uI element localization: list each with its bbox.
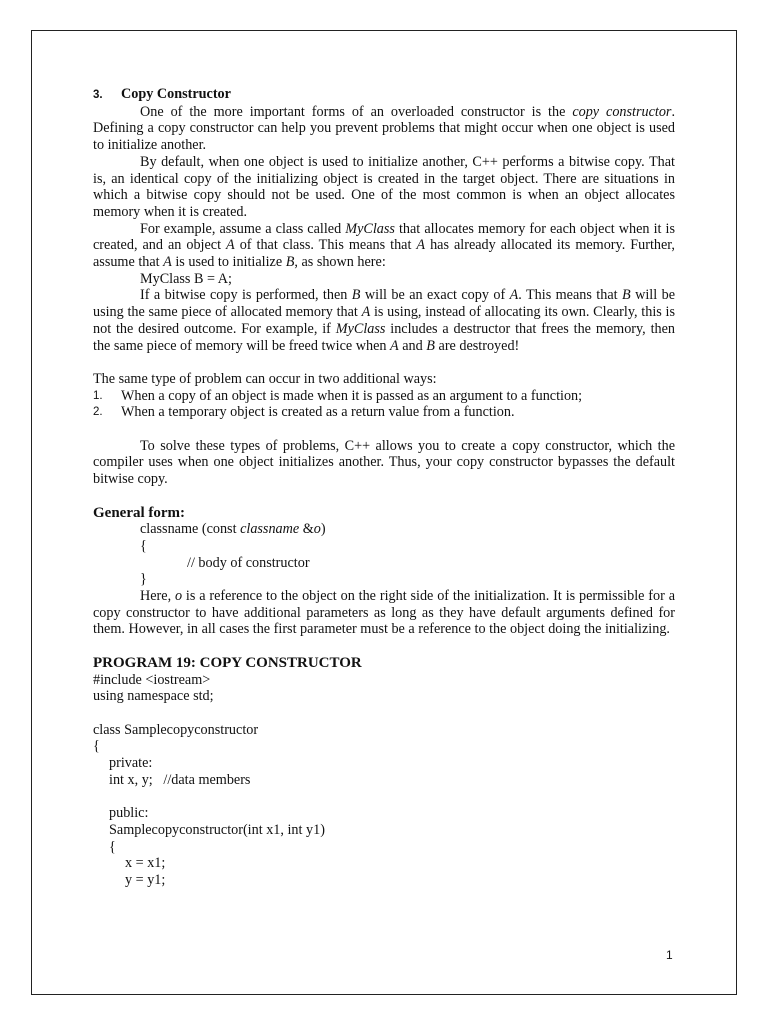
code-line: int x, y; //data members [109,771,251,788]
page-number: 1 [666,948,673,962]
code-line: { [109,838,116,855]
code-line: private: [109,755,153,772]
section-title: Copy Constructor [121,86,231,102]
code-line: Samplecopyconstructor(int x1, int y1) [109,821,325,838]
code-line: { [93,738,100,755]
code-line: using namespace std; [93,688,214,705]
list-item: 2. When a temporary object is created as a return value from a function. [93,404,515,421]
paragraph-example: For example, assume a class called MyClass that allocates memory for each object when it is created, and an object A of that class. This means that A has already allocated its memory. Further, assume that A is used to initialize B, as shown here: [93,220,675,271]
paragraph-bitwise: By default, when one object is used to initialize another, C++ performs a bitwise copy. That is, an identical copy of the initializing object is created in the target object. There are situations in which a bitwise copy should not be used. One of the most common is when an object allocates memory when it is created. [93,153,675,220]
paragraph-consequence: If a bitwise copy is performed, then B will be an exact copy of A. This means that B will be using the same piece of allocated memory that A is using, instead of allocating its own. Clearly, this is not the desired outcome. For example, if MyClass includes a destructor that frees the memory, then the same piece of memory will be freed twice when A and B are destroyed! [93,287,675,354]
general-form-heading: General form: [93,504,186,521]
paragraph-solution: To solve these types of problems, C++ allows you to create a copy constructor, which the compiler uses when one object initializes another. Thus, your copy constructor bypasses the default bitwise copy. [93,437,675,488]
general-form-close-brace: } [140,571,147,588]
code-example-line: MyClass B = A; [140,270,232,287]
document-body [93,86,675,889]
code-line: y = y1; [125,871,166,888]
code-line: public: [109,805,149,822]
code-line: x = x1; [125,855,166,872]
general-form-body: // body of constructor [187,554,310,571]
section-number: 3. [93,89,103,101]
code-line: class Samplecopyconstructor [93,721,259,738]
code-line: #include <iostream> [93,671,211,688]
list-item: 1. When a copy of an object is made when it is passed as an argument to a function; [93,387,583,404]
paragraph-intro: One of the more important forms of an overloaded constructor is the copy constructor. Defining a copy constructor can help you prevent problems that might occur when one object is used to initialize another. [93,103,675,154]
general-form-open-brace: { [140,537,147,554]
program-heading: PROGRAM 19: COPY CONSTRUCTOR [93,654,362,671]
paragraph-problem-ways: The same type of problem can occur in two additional ways: [93,370,437,387]
section-heading [93,86,675,104]
general-form-signature: classname (const classname &o) [140,521,326,538]
paragraph-reference: Here, o is a reference to the object on the right side of the initialization. It is permissible for a copy constructor to have additional parameters as long as they have default arguments defined for them. However, in all cases the first parameter must be a reference to the object doing the initializing. [93,588,675,638]
